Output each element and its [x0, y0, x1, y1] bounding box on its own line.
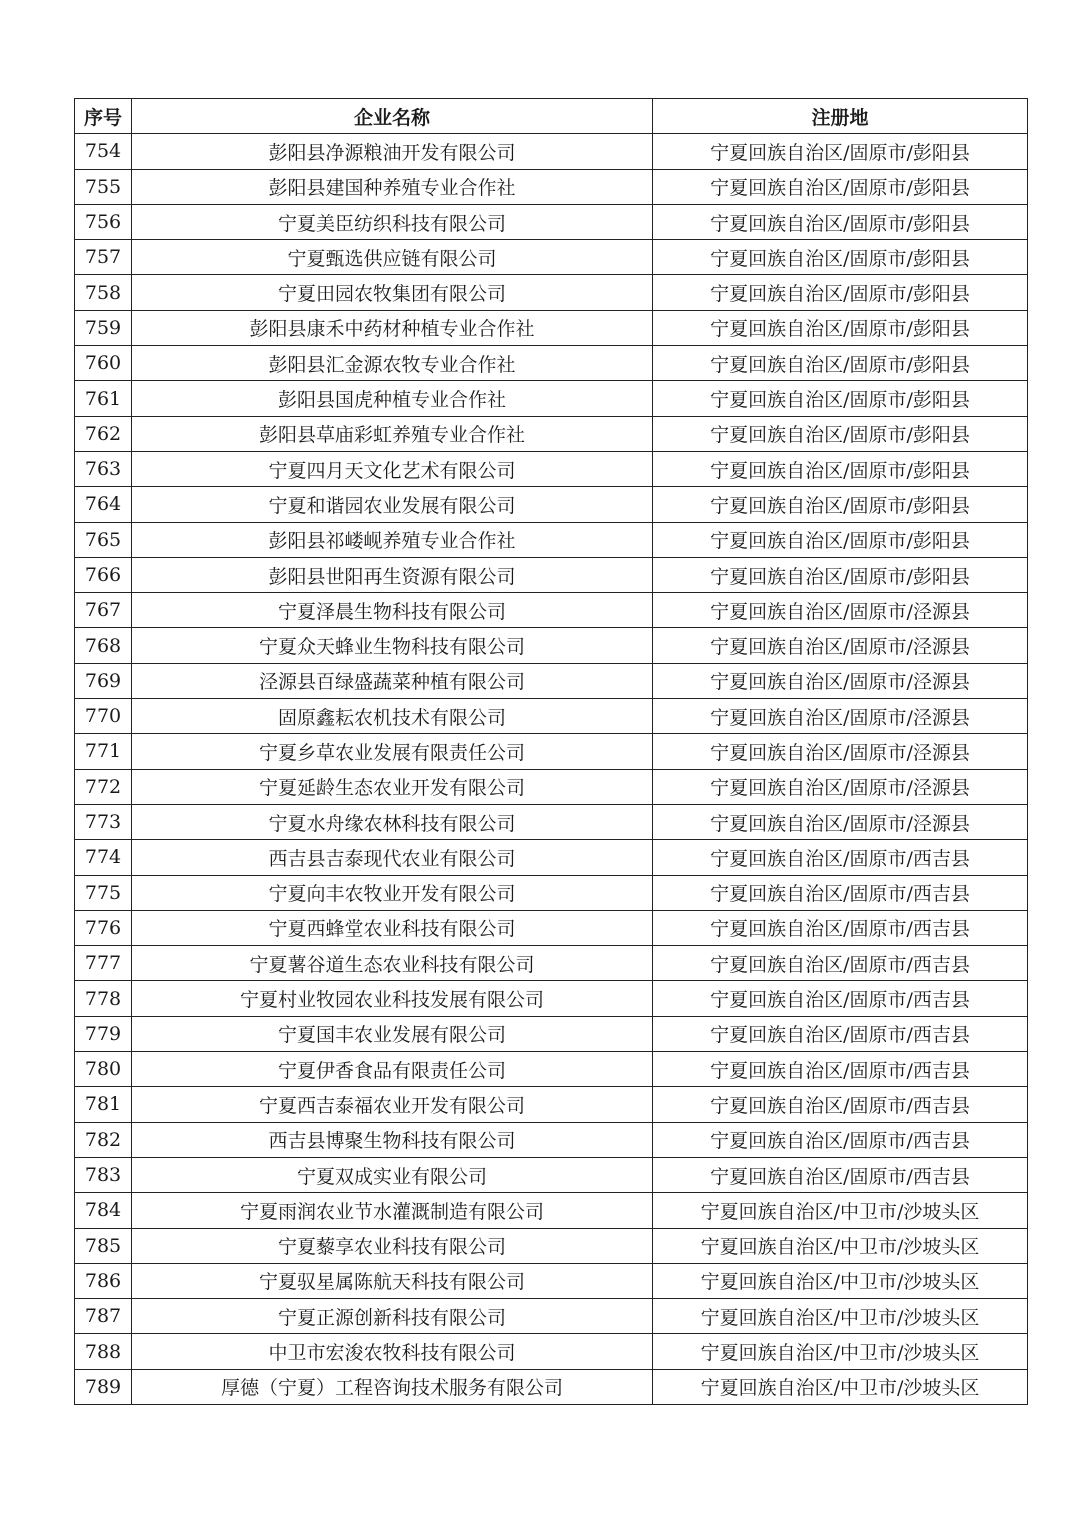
cell-registration-place: 宁夏回族自治区/固原市/泾源县: [653, 804, 1028, 839]
cell-serial-number: 777: [75, 946, 132, 981]
table-row: [75, 275, 1028, 310]
cell-company-name: 宁夏美臣纺织科技有限公司: [132, 204, 653, 239]
cell-serial-number: 768: [75, 628, 132, 663]
cell-serial-number: 785: [75, 1228, 132, 1263]
cell-company-name: 泾源县百绿盛蔬菜种植有限公司: [132, 663, 653, 698]
cell-company-name: 宁夏驭星属陈航天科技有限公司: [132, 1263, 653, 1298]
header-serial-number: 序号: [75, 99, 132, 134]
cell-registration-place: 宁夏回族自治区/固原市/西吉县: [653, 1052, 1028, 1087]
cell-serial-number: 758: [75, 275, 132, 310]
cell-registration-place: 宁夏回族自治区/固原市/彭阳县: [653, 451, 1028, 486]
table-row: [75, 1016, 1028, 1051]
cell-company-name: 厚德（宁夏）工程咨询技术服务有限公司: [132, 1369, 653, 1404]
table-row: [75, 1263, 1028, 1298]
cell-company-name: 彭阳县国虎种植专业合作社: [132, 381, 653, 416]
cell-serial-number: 783: [75, 1157, 132, 1192]
cell-company-name: 宁夏水舟缘农林科技有限公司: [132, 804, 653, 839]
table-row: [75, 910, 1028, 945]
cell-serial-number: 779: [75, 1016, 132, 1051]
cell-company-name: 宁夏西蜂堂农业科技有限公司: [132, 910, 653, 945]
cell-registration-place: 宁夏回族自治区/固原市/西吉县: [653, 1087, 1028, 1122]
cell-company-name: 宁夏甄选供应链有限公司: [132, 240, 653, 275]
cell-registration-place: 宁夏回族自治区/固原市/泾源县: [653, 628, 1028, 663]
cell-serial-number: 770: [75, 699, 132, 734]
cell-registration-place: 宁夏回族自治区/固原市/彭阳县: [653, 169, 1028, 204]
cell-company-name: 宁夏田园农牧集团有限公司: [132, 275, 653, 310]
cell-registration-place: 宁夏回族自治区/固原市/彭阳县: [653, 310, 1028, 345]
cell-registration-place: 宁夏回族自治区/固原市/西吉县: [653, 981, 1028, 1016]
cell-registration-place: 宁夏回族自治区/固原市/彭阳县: [653, 487, 1028, 522]
table-row: [75, 946, 1028, 981]
cell-serial-number: 778: [75, 981, 132, 1016]
cell-serial-number: 789: [75, 1369, 132, 1404]
table-row: [75, 416, 1028, 451]
table-row: [75, 1369, 1028, 1404]
cell-registration-place: 宁夏回族自治区/固原市/泾源县: [653, 593, 1028, 628]
cell-serial-number: 763: [75, 451, 132, 486]
cell-serial-number: 760: [75, 346, 132, 381]
table-row: [75, 487, 1028, 522]
cell-serial-number: 775: [75, 875, 132, 910]
cell-serial-number: 772: [75, 769, 132, 804]
table-row: [75, 346, 1028, 381]
cell-company-name: 彭阳县康禾中药材种植专业合作社: [132, 310, 653, 345]
cell-company-name: 宁夏乡草农业发展有限责任公司: [132, 734, 653, 769]
table-row: [75, 310, 1028, 345]
table-row: [75, 557, 1028, 592]
cell-company-name: 彭阳县净源粮油开发有限公司: [132, 134, 653, 169]
cell-serial-number: 788: [75, 1334, 132, 1369]
table-row: [75, 1087, 1028, 1122]
table-row: [75, 804, 1028, 839]
cell-company-name: 彭阳县建国种养殖专业合作社: [132, 169, 653, 204]
table-row: [75, 134, 1028, 169]
cell-registration-place: 宁夏回族自治区/固原市/西吉县: [653, 1016, 1028, 1051]
cell-registration-place: 宁夏回族自治区/固原市/西吉县: [653, 875, 1028, 910]
cell-company-name: 宁夏向丰农牧业开发有限公司: [132, 875, 653, 910]
cell-registration-place: 宁夏回族自治区/固原市/彭阳县: [653, 240, 1028, 275]
cell-serial-number: 766: [75, 557, 132, 592]
cell-serial-number: 780: [75, 1052, 132, 1087]
cell-serial-number: 773: [75, 804, 132, 839]
cell-company-name: 彭阳县汇金源农牧专业合作社: [132, 346, 653, 381]
cell-serial-number: 776: [75, 910, 132, 945]
cell-serial-number: 782: [75, 1122, 132, 1157]
cell-registration-place: 宁夏回族自治区/固原市/泾源县: [653, 699, 1028, 734]
cell-registration-place: 宁夏回族自治区/固原市/彭阳县: [653, 522, 1028, 557]
cell-registration-place: 宁夏回族自治区/中卫市/沙坡头区: [653, 1193, 1028, 1228]
cell-registration-place: 宁夏回族自治区/固原市/彭阳县: [653, 204, 1028, 239]
cell-company-name: 宁夏和谐园农业发展有限公司: [132, 487, 653, 522]
cell-company-name: 宁夏正源创新科技有限公司: [132, 1299, 653, 1334]
cell-registration-place: 宁夏回族自治区/固原市/彭阳县: [653, 346, 1028, 381]
cell-registration-place: 宁夏回族自治区/固原市/西吉县: [653, 1157, 1028, 1192]
cell-company-name: 宁夏藜享农业科技有限公司: [132, 1228, 653, 1263]
table-row: [75, 840, 1028, 875]
cell-registration-place: 宁夏回族自治区/中卫市/沙坡头区: [653, 1334, 1028, 1369]
cell-company-name: 固原鑫耘农机技术有限公司: [132, 699, 653, 734]
cell-serial-number: 759: [75, 310, 132, 345]
cell-company-name: 西吉县吉泰现代农业有限公司: [132, 840, 653, 875]
cell-serial-number: 767: [75, 593, 132, 628]
cell-registration-place: 宁夏回族自治区/固原市/彭阳县: [653, 416, 1028, 451]
header-company-name: 企业名称: [132, 99, 653, 134]
cell-registration-place: 宁夏回族自治区/固原市/西吉县: [653, 910, 1028, 945]
cell-serial-number: 787: [75, 1299, 132, 1334]
table-row: [75, 593, 1028, 628]
cell-registration-place: 宁夏回族自治区/固原市/彭阳县: [653, 381, 1028, 416]
table-row: [75, 1228, 1028, 1263]
cell-serial-number: 765: [75, 522, 132, 557]
cell-registration-place: 宁夏回族自治区/中卫市/沙坡头区: [653, 1228, 1028, 1263]
table-row: [75, 1122, 1028, 1157]
table-row: [75, 1157, 1028, 1192]
cell-registration-place: 宁夏回族自治区/中卫市/沙坡头区: [653, 1369, 1028, 1404]
table-header-row: [75, 99, 1028, 134]
table-row: [75, 1052, 1028, 1087]
cell-serial-number: 757: [75, 240, 132, 275]
cell-serial-number: 769: [75, 663, 132, 698]
cell-company-name: 宁夏伊香食品有限责任公司: [132, 1052, 653, 1087]
header-registration-place: 注册地: [653, 99, 1028, 134]
table-row: [75, 875, 1028, 910]
cell-company-name: 宁夏村业牧园农业科技发展有限公司: [132, 981, 653, 1016]
cell-registration-place: 宁夏回族自治区/固原市/彭阳县: [653, 557, 1028, 592]
table-row: [75, 169, 1028, 204]
cell-registration-place: 宁夏回族自治区/固原市/西吉县: [653, 946, 1028, 981]
cell-serial-number: 774: [75, 840, 132, 875]
cell-company-name: 宁夏国丰农业发展有限公司: [132, 1016, 653, 1051]
cell-company-name: 宁夏四月天文化艺术有限公司: [132, 451, 653, 486]
cell-registration-place: 宁夏回族自治区/固原市/泾源县: [653, 769, 1028, 804]
cell-registration-place: 宁夏回族自治区/固原市/泾源县: [653, 734, 1028, 769]
table-row: [75, 663, 1028, 698]
table-row: [75, 204, 1028, 239]
cell-company-name: 宁夏薯谷道生态农业科技有限公司: [132, 946, 653, 981]
cell-serial-number: 784: [75, 1193, 132, 1228]
cell-company-name: 宁夏西吉泰福农业开发有限公司: [132, 1087, 653, 1122]
cell-registration-place: 宁夏回族自治区/中卫市/沙坡头区: [653, 1299, 1028, 1334]
table-row: [75, 628, 1028, 663]
cell-registration-place: 宁夏回族自治区/中卫市/沙坡头区: [653, 1263, 1028, 1298]
cell-serial-number: 762: [75, 416, 132, 451]
cell-serial-number: 754: [75, 134, 132, 169]
cell-serial-number: 764: [75, 487, 132, 522]
cell-company-name: 中卫市宏浚农牧科技有限公司: [132, 1334, 653, 1369]
cell-serial-number: 786: [75, 1263, 132, 1298]
cell-serial-number: 761: [75, 381, 132, 416]
enterprise-table: [74, 98, 1028, 1405]
cell-registration-place: 宁夏回族自治区/固原市/泾源县: [653, 663, 1028, 698]
cell-serial-number: 755: [75, 169, 132, 204]
table-row: [75, 381, 1028, 416]
table-row: [75, 451, 1028, 486]
table-body: [75, 134, 1028, 1405]
cell-serial-number: 756: [75, 204, 132, 239]
table-row: [75, 699, 1028, 734]
cell-registration-place: 宁夏回族自治区/固原市/西吉县: [653, 840, 1028, 875]
cell-company-name: 宁夏雨润农业节水灌溉制造有限公司: [132, 1193, 653, 1228]
cell-company-name: 彭阳县祁嵝岘养殖专业合作社: [132, 522, 653, 557]
table-row: [75, 240, 1028, 275]
table-row: [75, 1334, 1028, 1369]
cell-company-name: 彭阳县世阳再生资源有限公司: [132, 557, 653, 592]
table-row: [75, 522, 1028, 557]
table-row: [75, 981, 1028, 1016]
cell-registration-place: 宁夏回族自治区/固原市/西吉县: [653, 1122, 1028, 1157]
cell-company-name: 西吉县博聚生物科技有限公司: [132, 1122, 653, 1157]
cell-registration-place: 宁夏回族自治区/固原市/彭阳县: [653, 134, 1028, 169]
cell-company-name: 宁夏双成实业有限公司: [132, 1157, 653, 1192]
table-row: [75, 1299, 1028, 1334]
cell-company-name: 宁夏众天蜂业生物科技有限公司: [132, 628, 653, 663]
cell-registration-place: 宁夏回族自治区/固原市/彭阳县: [653, 275, 1028, 310]
cell-company-name: 宁夏延龄生态农业开发有限公司: [132, 769, 653, 804]
cell-company-name: 彭阳县草庙彩虹养殖专业合作社: [132, 416, 653, 451]
cell-serial-number: 781: [75, 1087, 132, 1122]
table-row: [75, 1193, 1028, 1228]
cell-company-name: 宁夏泽晨生物科技有限公司: [132, 593, 653, 628]
cell-serial-number: 771: [75, 734, 132, 769]
table-row: [75, 734, 1028, 769]
table-row: [75, 769, 1028, 804]
